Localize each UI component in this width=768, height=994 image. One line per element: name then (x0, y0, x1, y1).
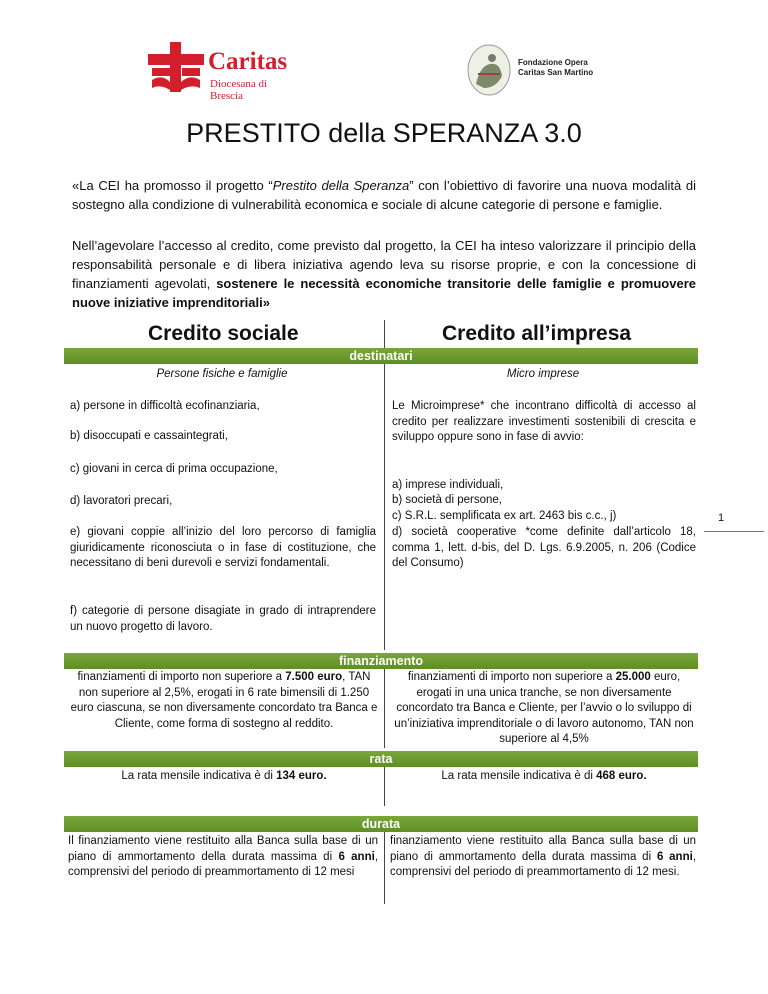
text: , TAN non superiore al 2,5%, erogati in 6 rate bimensili di 1.250 euro ciascuna, se non diversamente concordato tra Banca e Cliente, come forma di sostegno al reddito. (70, 671, 378, 730)
text: euro, erogati in una unica tranche, se non diversamente concordato tra Banca e Cliente, per l’avvio o lo sviluppo di un’iniziativa imprenditoriale o di lavoro autonomo, TAN non superiore al 4,5% (394, 671, 694, 745)
durata-right (390, 834, 696, 881)
fondazione-logo (466, 44, 666, 96)
finanziamento-left (70, 670, 378, 732)
intro-p1-italic: Prestito della Speranza (272, 178, 410, 193)
fondazione-line2: Caritas San Martino (518, 68, 594, 77)
intro-p2-bold: sostenere le necessità economiche transitorie delle famiglie e promuovere nuove iniziative imprenditoriali» (72, 276, 696, 310)
text: finanziamenti di importo non superiore a (77, 671, 286, 683)
header-credito-sociale: Credito sociale (148, 322, 299, 345)
rata-left (70, 769, 378, 785)
finanziamento-right (390, 670, 698, 748)
caritas-name: Caritas (208, 48, 288, 75)
fondazione-text (518, 58, 593, 78)
text: Il finanziamento viene restituito alla Banca sulla base di un piano di ammortamento della durata massima di (68, 835, 378, 863)
intro-p2-a: Nell’agevolare l’accesso al credito, come previsto dal progetto, la CEI ha inteso valorizzare il principio della responsabilità personale e di libera iniziativa agendo leva su risorse proprie, e con la concessione di finanziamenti agevolati, (72, 238, 696, 291)
column-divider (384, 320, 385, 650)
duration: 6 anni (656, 850, 693, 863)
destinatari-item: a) persone in difficoltà ecofinanziaria, (70, 400, 260, 412)
fondazione-line1: Fondazione Opera (518, 58, 588, 67)
section-bar-finanziamento: finanziamento (64, 653, 698, 669)
caritas-cross-icon (148, 42, 204, 92)
amount: 134 euro. (276, 770, 327, 782)
destinatari-item: b) disoccupati e cassaintegrati, (70, 430, 228, 442)
intro-paragraph-2 (72, 236, 696, 312)
caritas-logo (148, 42, 298, 102)
column-divider (384, 764, 385, 806)
destinatari-right-item: d) società cooperative *come definite dall’articolo 18, comma 1, lett. d-bis, del D. Lgs. 6.9.2005, n. 206 (Codice del Consumo) (392, 526, 696, 569)
destinatari-right-item: a) imprese individuali, (392, 479, 504, 491)
amount: 468 euro. (596, 770, 647, 782)
intro-paragraph-1 (72, 176, 696, 214)
page-title: PRESTITO della SPERANZA 3.0 (186, 118, 582, 148)
destinatari-item: e) giovani coppie all’inizio del loro percorso di famiglia giuridicamente riconosciuta o in fase di costituzione, che necessitano di beni durevoli e servizi fondamentali. (70, 526, 376, 569)
intro-p1-b: ” con l’obiettivo di favorire una nuova modalità di sostegno alla condizione di vulnerabilità economica e sociale di alcune categorie di persone e famiglie. (72, 178, 696, 212)
column-divider (384, 830, 385, 904)
section-bar-durata: durata (64, 816, 698, 832)
text: La rata mensile indicativa è di (441, 770, 597, 782)
text: La rata mensile indicativa è di (121, 770, 277, 782)
text: finanziamento viene restituito alla Banca sulla base di un piano di ammortamento della durata massima di (390, 835, 696, 863)
destinatari-item: d) lavoratori precari, (70, 495, 173, 507)
duration: 6 anni (338, 850, 375, 863)
destinatari-right-item: c) S.R.L. semplificata ex art. 2463 bis c.c., j) (392, 510, 617, 522)
destinatari-item: f) categorie di persone disagiate in grado di intraprendere un nuovo progetto di lavoro. (70, 605, 376, 633)
page-number-rule (704, 531, 764, 532)
caritas-sub: Diocesana di Brescia (210, 78, 268, 102)
text: , comprensivi del periodo di preammortamento di 12 mesi (68, 850, 379, 878)
destinatari-right-intro: Le Microimprese* che incontrano difficoltà di accesso al credito per realizzare investimenti sostenibili di crescita e sviluppo oppure sono in fase di avvio: (392, 400, 696, 443)
destinatari-left-sub: Persone fisiche e famiglie (156, 368, 288, 380)
section-bar-destinatari: destinatari (64, 348, 698, 364)
text: finanziamenti di importo non superiore a (407, 671, 616, 683)
saint-martin-seal-icon (466, 44, 512, 96)
destinatari-item: c) giovani in cerca di prima occupazione, (70, 463, 278, 475)
intro-p1-a: «La CEI ha promosso il progetto “ (72, 178, 273, 193)
header-credito-impresa: Credito all’impresa (442, 322, 632, 345)
durata-left (68, 834, 378, 881)
column-divider (384, 666, 385, 748)
rata-right (390, 769, 698, 785)
destinatari-right-item: b) società di persone, (392, 494, 502, 506)
amount: 7.500 euro (285, 671, 343, 683)
page-number: 1 (718, 512, 725, 524)
section-bar-rata: rata (64, 751, 698, 767)
destinatari-right-sub: Micro imprese (506, 368, 580, 380)
text: , comprensivi del periodo di preammortamento di 12 mesi. (390, 850, 697, 878)
amount: 25.000 (615, 671, 651, 683)
